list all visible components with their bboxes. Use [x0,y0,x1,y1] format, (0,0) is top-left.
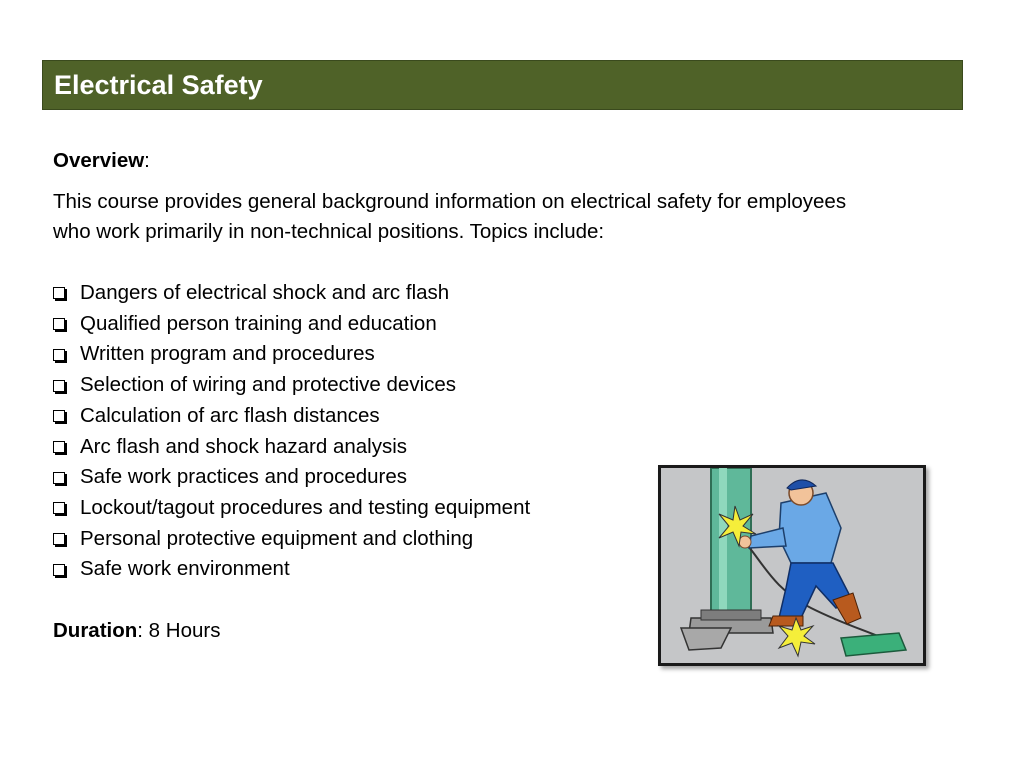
list-item [53,432,883,463]
topic-text: Safe work environment [80,557,290,581]
list-item [53,339,883,370]
title-bar [42,60,963,110]
list-item [53,309,883,340]
topic-text: Qualified person training and education [80,311,437,335]
topic-text: Dangers of electrical shock and arc flash [80,281,450,305]
checkbox-bullet-icon [53,441,65,453]
electrician-arc-flash-image [661,468,923,663]
topic-text: Calculation of arc flash distances [80,403,380,427]
topic-text: Lockout/tagout procedures and testing equipment [80,495,531,519]
checkbox-bullet-icon [53,410,65,422]
list-item [53,370,883,401]
checkbox-bullet-icon [53,380,65,392]
overview-heading [53,146,883,177]
topic-text: Arc flash and shock hazard analysis [80,434,408,458]
checkbox-bullet-icon [53,318,65,330]
topic-text: Safe work practices and procedures [80,465,408,489]
course-description: This course provides general background information on electrical safety for employees who work primarily in non-technical positions. Topics include: [53,189,847,244]
slide-title: Electrical Safety [54,69,263,100]
topic-text: Written program and procedures [80,342,375,366]
checkbox-bullet-icon [53,502,65,514]
topic-text: Personal protective equipment and clothing [80,526,474,550]
checkbox-bullet-icon [53,564,65,576]
list-item [53,278,883,309]
electrician-illustration [658,465,926,666]
duration-label: Duration [53,618,138,642]
checkbox-bullet-icon [53,287,65,299]
checkbox-bullet-icon [53,349,65,361]
topic-text: Selection of wiring and protective devices [80,373,457,397]
duration-value: : 8 Hours [137,618,221,642]
checkbox-bullet-icon [53,472,65,484]
checkbox-bullet-icon [53,533,65,545]
list-item [53,401,883,432]
overview-colon: : [144,149,150,172]
overview-label: Overview [53,149,145,172]
